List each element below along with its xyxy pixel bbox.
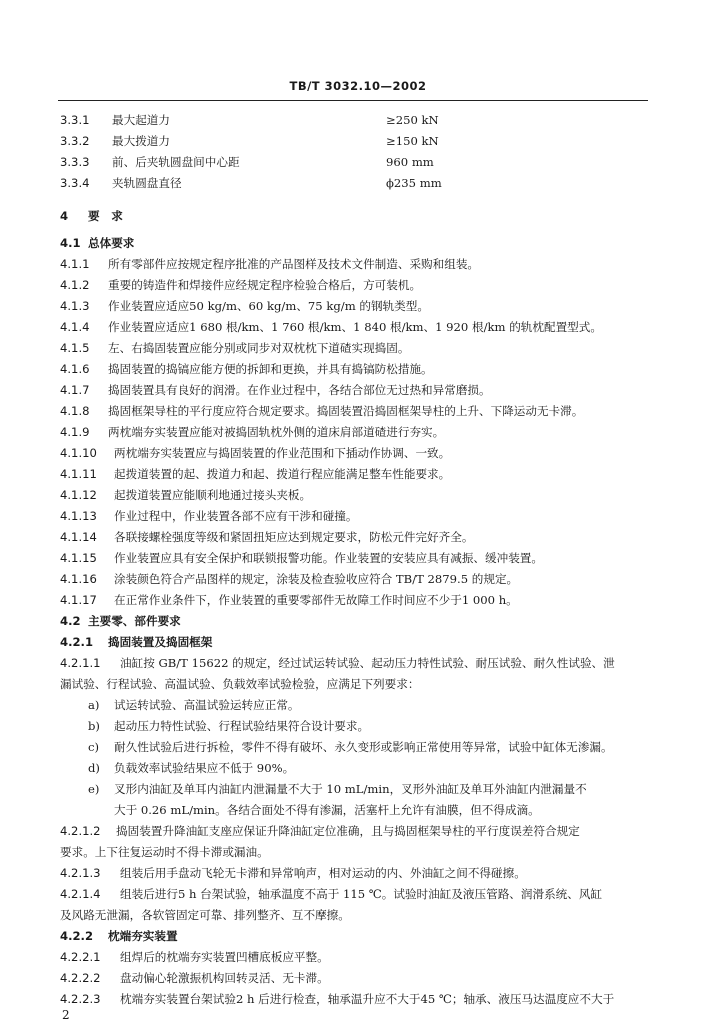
item-num: 4.1.1 [60,257,90,271]
spec-value: ≥250 kN [386,113,439,127]
header-rule [58,100,648,101]
clause-text: 组装后进行5 h 台架试验，轴承温度不高于 115 ℃。试验时油缸及液压管路、润滑系统、风缸 [120,887,603,901]
spec-num: 3.3.2 [60,134,90,148]
item-num: 4.1.4 [60,320,90,334]
item-num: 4.1.3 [60,299,90,313]
item-text: 左、右捣固装置应能分别或同步对双枕枕下道碴实现捣固。 [108,341,410,355]
clause-text: 要求。上下往复运动时不得卡滞或漏油。 [60,845,269,859]
item-num: 4.1.11 [60,467,97,481]
list-item: 试运转试验、高温试验运转应正常。 [114,698,300,712]
item-text: 起拨道装置应能顺利地通过接头夹板。 [114,488,312,502]
clause-num: 4.2.1.3 [60,866,101,880]
clause-text: 油缸按 GB/T 15622 的规定，经过试运转试验、起动压力特性试验、耐压试验、耐久性试验、泄 [120,656,615,670]
section-4-2-2-num: 4.2.2 [60,929,94,943]
list-mark: c) [88,740,100,754]
item-num: 4.1.10 [60,446,97,460]
clause-text: 枕端夯实装置台架试验2 h 后进行检查，轴承温升应不大于45 ℃；轴承、液压马达温度应不大于 [120,992,615,1006]
spec-value: ϕ235 mm [386,176,442,190]
spec-num: 3.3.3 [60,155,90,169]
item-num: 4.1.17 [60,593,97,607]
list-item: 叉形内油缸及单耳内油缸内泄漏量不大于 10 mL/min，叉形外油缸及单耳外油缸内泄漏量不 [114,782,587,796]
item-text: 作业装置应适应50 kg/m、60 kg/m、75 kg/m 的钢轨类型。 [108,299,429,313]
section-4-2-num: 4.2 [60,614,81,628]
clause-text: 组焊后的枕端夯实装置凹槽底板应平整。 [120,950,329,964]
list-mark: e) [88,782,100,796]
list-mark: b) [88,719,100,733]
section-4-2-1-title: 捣固装置及捣固框架 [108,635,213,649]
item-num: 4.1.2 [60,278,90,292]
clause-num: 4.2.1.1 [60,656,101,670]
standard-header: TB/T 3032.10—2002 [289,79,427,93]
page-number: 2 [62,1008,70,1022]
clause-text: 组装后用手盘动飞轮无卡滞和异常响声，相对运动的内、外油缸之间不得碰擦。 [120,866,526,880]
clause-num: 4.2.2.3 [60,992,101,1006]
item-text: 涂装颜色符合产品图样的规定，涂装及检查验收应符合 TB/T 2879.5 的规定。 [114,572,519,586]
item-num: 4.1.9 [60,425,90,439]
clause-num: 4.2.2.2 [60,971,101,985]
list-item: 负载效率试验结果应不低于 90%。 [114,761,295,775]
item-num: 4.1.6 [60,362,90,376]
item-num: 4.1.14 [60,530,97,544]
clause-text: 漏试验、行程试验、高温试验、负载效率试验检验，应满足下列要求： [60,677,420,691]
section-4-title: 要 求 [88,209,123,223]
spec-num: 3.3.1 [60,113,90,127]
item-num: 4.1.16 [60,572,97,586]
list-item: 起动压力特性试验、行程试验结果符合设计要求。 [114,719,370,733]
item-text: 在正常作业条件下，作业装置的重要零部件无故障工作时间应不少于1 000 h。 [114,593,518,607]
item-text: 起拨道装置的起、拨道力和起、拨道行程应能满足整车性能要求。 [114,467,451,481]
item-text: 捣固框架导柱的平行度应符合规定要求。捣固装置沿捣固框架导柱的上升、下降运动无卡滞。 [108,404,584,418]
spec-label: 前、后夹轨圆盘间中心距 [112,155,240,169]
item-num: 4.1.13 [60,509,97,523]
section-4-num: 4 [60,209,69,223]
item-num: 4.1.8 [60,404,90,418]
section-4-2-2-title: 枕端夯实装置 [108,929,178,943]
spec-num: 3.3.4 [60,176,90,190]
item-text: 两枕端夯实装置应能对被捣固轨枕外侧的道床肩部道碴进行夯实。 [108,425,445,439]
list-mark: d) [88,761,100,775]
clause-num: 4.2.1.4 [60,887,101,901]
item-text: 各联接螺栓强度等级和紧固扭矩应达到规定要求，防松元件完好齐全。 [114,530,474,544]
item-text: 捣固装置的捣镐应能方便的拆卸和更换，并具有捣镐防松措施。 [108,362,433,376]
section-4-1-title: 总体要求 [88,236,135,250]
item-text: 所有零部件应按规定程序批准的产品图样及技术文件制造、采购和组装。 [108,257,480,271]
spec-label: 最大起道力 [112,113,170,127]
clause-text: 捣固装置升降油缸支座应保证升降油缸定位准确，且与捣固框架导柱的平行度误差符合规定 [116,824,580,838]
clause-num: 4.2.2.1 [60,950,101,964]
item-num: 4.1.12 [60,488,97,502]
spec-label: 夹轨圆盘直径 [112,176,182,190]
item-text: 两枕端夯实装置应与捣固装置的作业范围和下插动作协调、一致。 [114,446,451,460]
spec-label: 最大拨道力 [112,134,170,148]
spec-value: 960 mm [386,155,434,169]
section-4-2-title: 主要零、部件要求 [88,614,181,628]
item-text: 捣固装置具有良好的润滑。在作业过程中，各结合部位无过热和异常磨损。 [108,383,491,397]
section-4-1-num: 4.1 [60,236,81,250]
item-num: 4.1.5 [60,341,90,355]
clause-num: 4.2.1.2 [60,824,101,838]
list-item-continued: 大于 0.26 mL/min。各结合面处不得有渗漏，活塞杆上允许有油膜，但不得成滴。 [114,803,540,817]
spec-value: ≥150 kN [386,134,439,148]
item-text: 作业过程中，作业装置各部不应有干涉和碰撞。 [114,509,358,523]
item-text: 重要的铸造件和焊接件应经规定程序检验合格后，方可装机。 [108,278,422,292]
item-text: 作业装置应适应1 680 根/km、1 760 根/km、1 840 根/km、1 920 根/km 的轨枕配置型式。 [108,320,602,334]
item-text: 作业装置应具有安全保护和联锁报警功能。作业装置的安装应具有减振、缓冲装置。 [114,551,543,565]
list-item: 耐久性试验后进行拆检，零件不得有破坏、永久变形或影响正常使用等异常，试验中缸体无渗漏。 [114,740,613,754]
list-mark: a) [88,698,100,712]
clause-text: 盘动偏心轮激振机构回转灵活、无卡滞。 [120,971,329,985]
clause-text: 及风路无泄漏，各软管固定可靠、排列整齐、互不摩擦。 [60,908,350,922]
item-num: 4.1.15 [60,551,97,565]
section-4-2-1-num: 4.2.1 [60,635,94,649]
item-num: 4.1.7 [60,383,90,397]
